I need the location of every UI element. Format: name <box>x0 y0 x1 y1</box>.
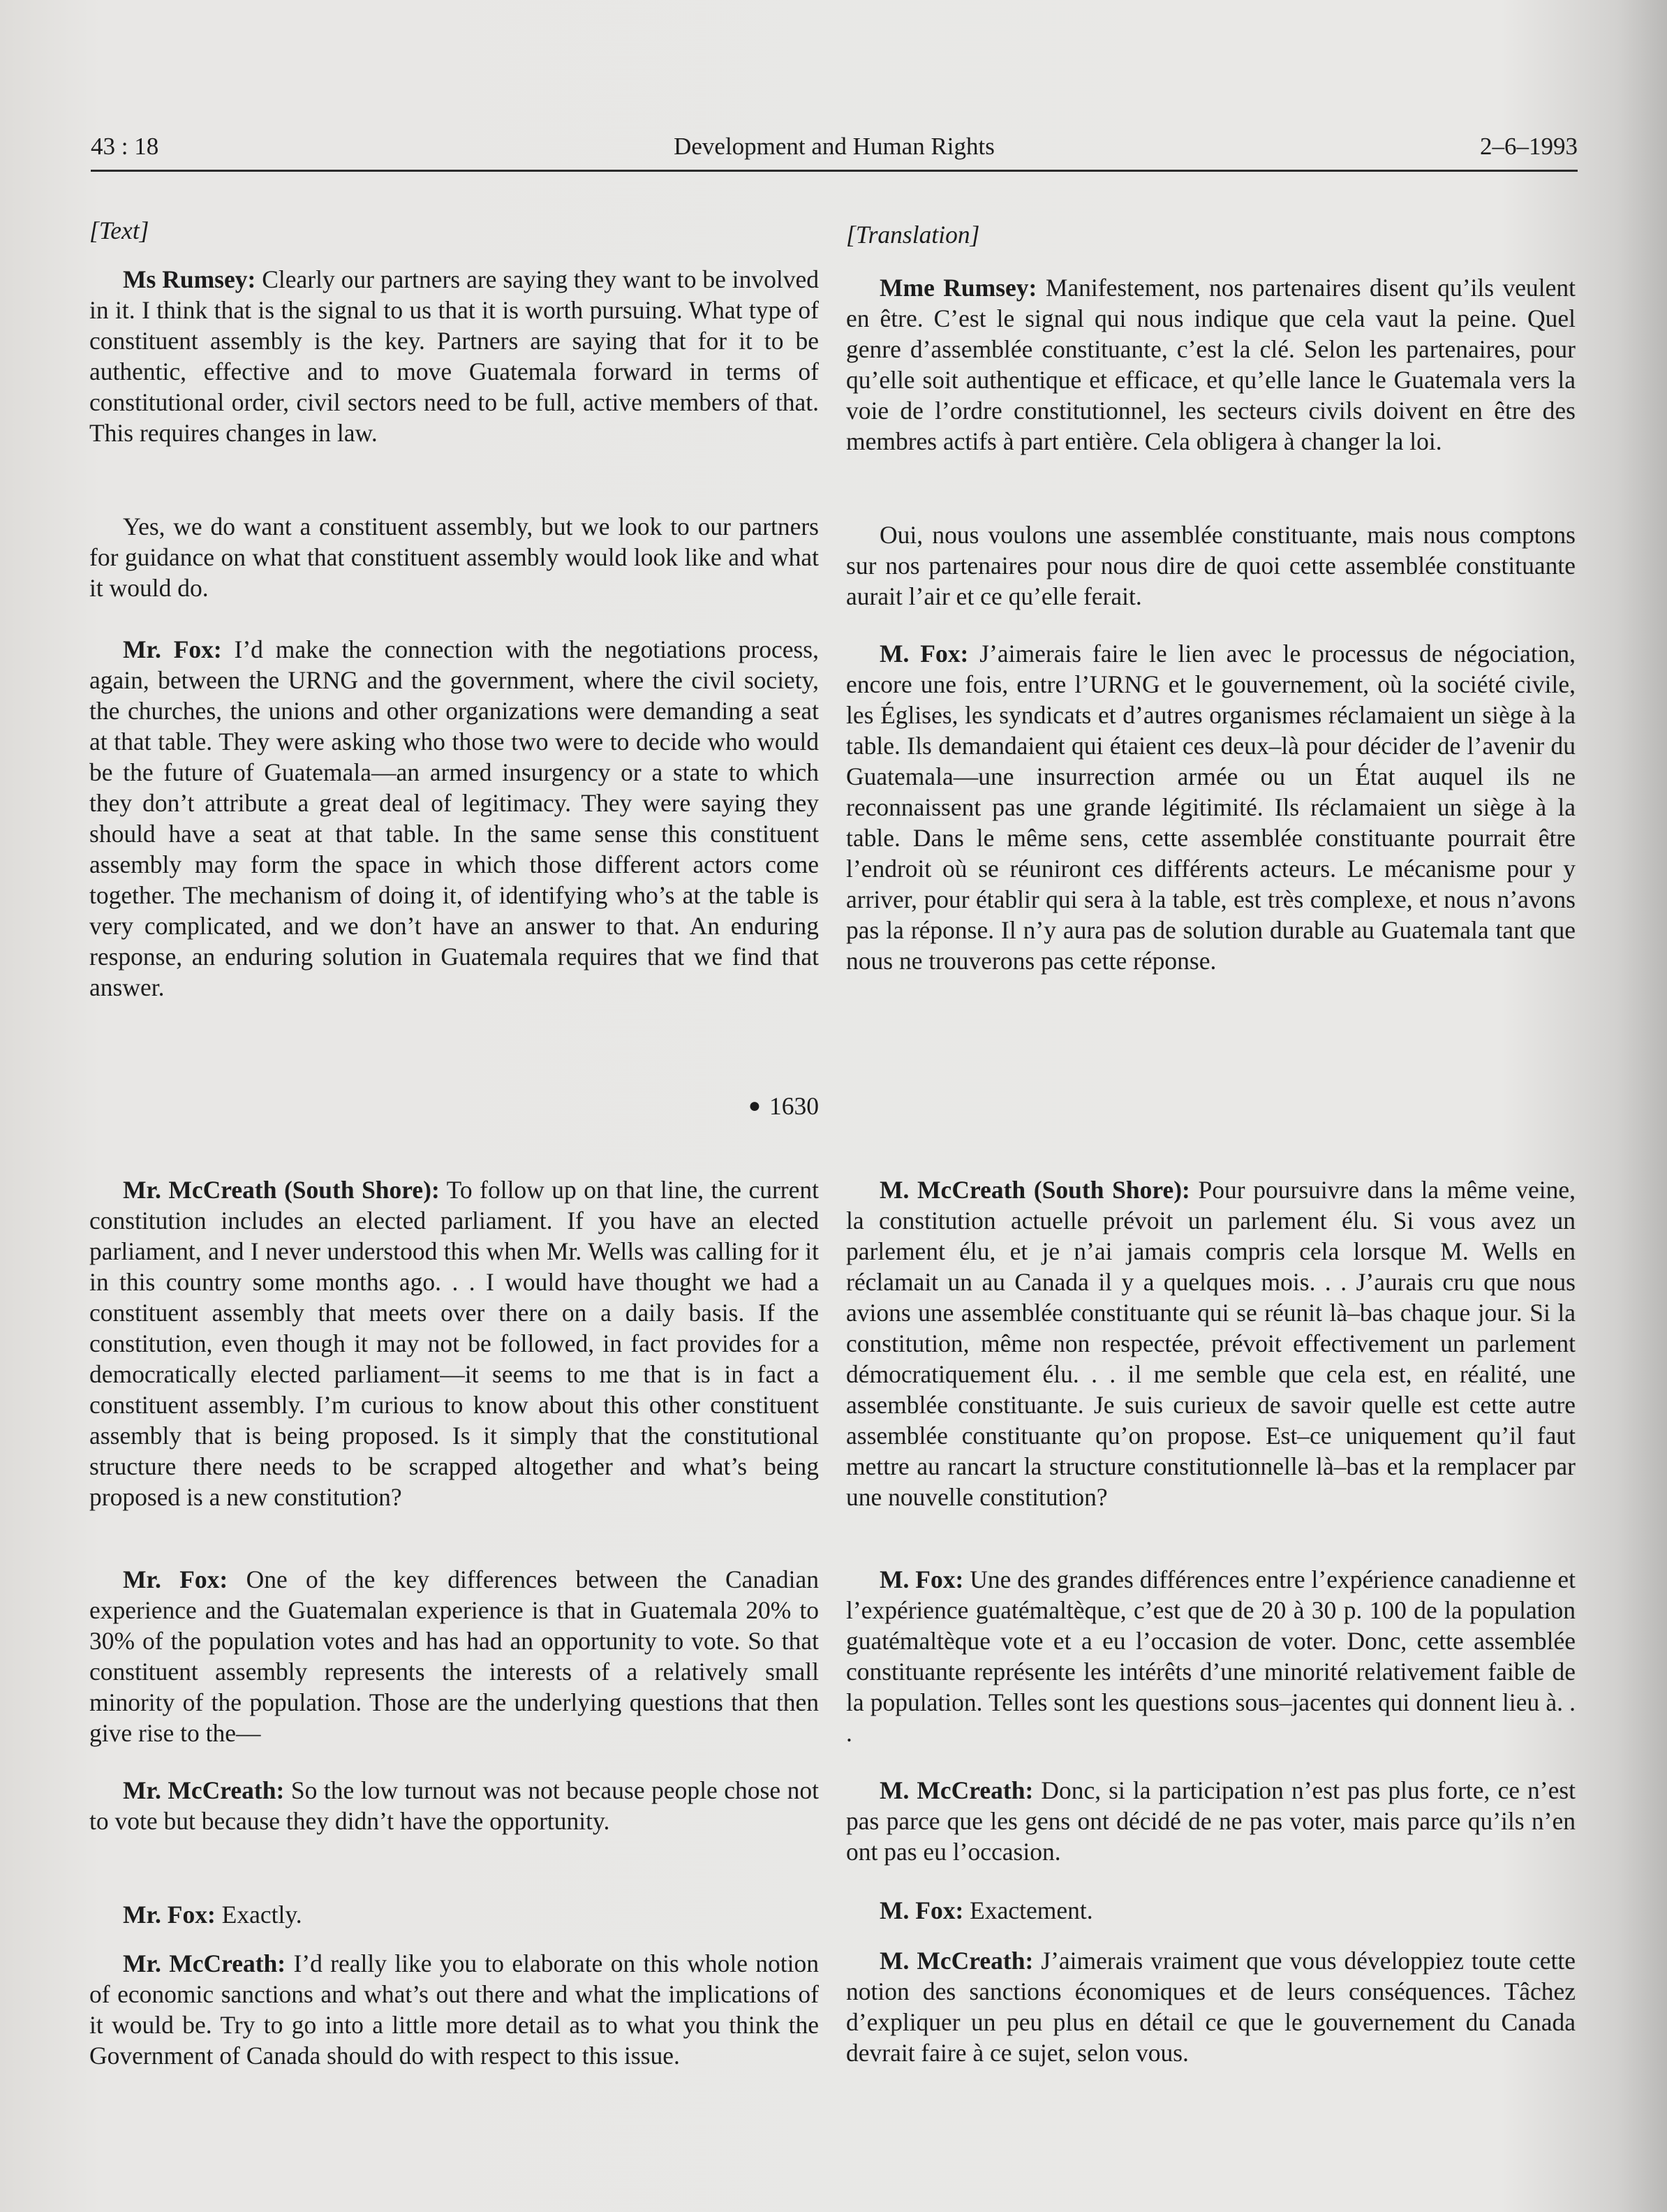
speech-text: J’aimerais vraiment que vous développiez toute cette notion des sanctions économiques et de leurs conséquences. Tâchez d’expliquer un peu plus en détail ce que le gouvernement du Canada devrait faire à ce sujet, selon vous. <box>846 1947 1576 2067</box>
paragraph-fox-1 <box>846 638 1576 976</box>
time-marker: ● 1630 <box>748 1092 819 1120</box>
paragraph-fox-2 <box>846 1564 1576 1748</box>
header-date: 2–6–1993 <box>1480 133 1578 160</box>
paragraph-mccreath-2 <box>89 1775 819 1836</box>
speaker-name: M. Fox: <box>880 1565 964 1593</box>
speaker-name: M. McCreath (South Shore): <box>880 1176 1190 1204</box>
paragraph-mccreath-1 <box>846 1174 1576 1512</box>
page-header <box>91 133 1578 172</box>
speech-text: To follow up on that line, the current constitution includes an elected parliament. If you have an elected parliament, and I never understood this when Mr. Wells was calling for it in this country some months ago. . . I would have thought we had a constituent assembly that meets over there on a daily basis. If the constitution, even though it may not be followed, in fact provides for a democratically elected parliament—it seems to me that is in fact a constituent assembly. I’m curious to know about this other constituent assembly that is being proposed. Is it simply that the constitutional structure there needs to be scrapped altogether and what’s being proposed is a new constitution? <box>89 1176 820 1511</box>
speech-text: Oui, nous voulons une assemblée constituante, mais nous comptons sur nos partenaires pour nous dire de quoi cette assemblée constituante aurait l’air et ce qu’elle ferait. <box>846 521 1576 610</box>
speech-text: I’d really like you to elaborate on this whole notion of economic sanctions and what’s out there and what the implications of it would be. Try to go into a little more detail as to what you think the Government of Canada should do with respect to this issue. <box>89 1949 819 2070</box>
speaker-name: Mr. McCreath: <box>123 1949 286 1977</box>
speaker-name: Ms Rumsey: <box>123 265 256 293</box>
speech-text: Une des grandes différences entre l’expérience canadienne et l’expérience guatémaltèque, c’est que de 20 à 30 p. 100 de la population guatémaltèque vote et a eu l’occasion de voter. Donc, cette assemblée constituante représente les intérêts d’une minorité relativement faible de la population. Telles sont les questions sous–jacentes qui donnent lieu à. . . <box>846 1565 1576 1747</box>
speaker-name: Mr. Fox: <box>123 1565 228 1593</box>
speaker-name: M. Fox: <box>880 1896 964 1924</box>
section-label-text: [Text] <box>89 216 149 244</box>
speech-text: Exactly. <box>215 1901 302 1929</box>
speech-text: Yes, we do want a constituent assembly, but we look to our partners for guidance on what that constituent assembly would look like and what it would do. <box>89 513 819 602</box>
speech-text: Donc, si la participation n’est pas plus forte, ce n’est pas parce que les gens ont décidé de ne pas voter, mais parce qu’ils n’en ont pas eu l’occasion. <box>846 1776 1576 1866</box>
speaker-name: Mr. Fox: <box>123 1901 216 1929</box>
speech-text: Manifestement, nos partenaires disent qu’ils veulent en être. C’est le signal qui nous indique que cela vaut la peine. Quel genre d’assemblée constituante, c’est la clé. Selon les partenaires, pour qu’elle soit authentique et efficace, et qu’elle lance le Guatemala vers la voie de l’ordre constitutionnel, les secteurs civils doivent en être des membres actifs à part entière. Cela obligera à changer la loi. <box>846 274 1576 455</box>
speech-text: Exactement. <box>963 1896 1093 1924</box>
speaker-name: Mme Rumsey: <box>880 274 1037 302</box>
speech-text: J’aimerais faire le lien avec le processus de négociation, encore une fois, entre l’URNG et le gouvernement, où la société civile, les Églises, les syndicats et d’autres organismes réclamaient un siège à la table. Ils demandaient qui étaient ces deux–là pour décider de l’avenir du Guatemala—une insurrection armée ou un État auquel ils ne reconnaissent pas une grande légitimité. Ils réclamaient un siège à la table. Dans le même sens, cette assemblée constituante pourrait être l’endroit où se réuniront ces différents acteurs. Le mécanisme pour y arriver, pour établir qui sera à la table, est très complexe, et nous n’avons pas la réponse. Il n’y aura pas de solution durable au Guatemala tant que nous ne trouverons pas cette réponse. <box>846 640 1576 975</box>
paragraph-fox-3 <box>89 1899 819 1930</box>
paragraph-mccreath-1 <box>89 1174 819 1512</box>
speaker-name: M. McCreath: <box>880 1776 1034 1804</box>
speech-text: So the low turnout was not because people chose not to vote but because they didn’t have the opportunity. <box>89 1776 819 1835</box>
speaker-name: Mr. Fox: <box>123 635 222 663</box>
paragraph-mccreath-3 <box>89 1948 819 2071</box>
running-title: Development and Human Rights <box>674 133 995 160</box>
speaker-name: M. McCreath: <box>880 1947 1034 1975</box>
speech-text: One of the key differences between the Canadian experience and the Guatemalan experience is that in Guatemala 20% to 30% of the population votes and has had an opportunity to vote. So that constituent assembly represents the interests of a relatively small minority of the population. Those are the underlying questions that then give rise to the— <box>89 1565 819 1747</box>
paragraph-fox-3 <box>846 1895 1576 1926</box>
speaker-name: Mr. McCreath: <box>123 1776 285 1804</box>
speaker-name: Mr. McCreath (South Shore): <box>123 1176 440 1204</box>
paragraph-mccreath-2 <box>846 1775 1576 1867</box>
paragraph-mccreath-3 <box>846 1945 1576 2068</box>
section-label-translation: [Translation] <box>846 221 980 249</box>
bullet-icon: ● <box>748 1094 761 1117</box>
paragraph-fox-2 <box>89 1564 819 1748</box>
speech-text: Clearly our partners are saying they want to be involved in it. I think that is the signal to us that it is worth pursuing. What type of constituent assembly is the key. Partners are saying that for it to be authentic, effective and to move Guatemala forward in terms of constitutional order, civil sectors need to be full, active members of that. This requires changes in law. <box>89 265 819 447</box>
paragraph-rumsey <box>89 264 819 448</box>
speech-text: I’d make the connection with the negotiations process, again, between the URNG and the government, where the civil society, the churches, the unions and other organizations were demanding a seat at that table. They were asking who those two were to decide who would be the future of Guatemala—an armed insurgency or a state to which they don’t attribute a great deal of legitimacy. They were saying they should have a seat at that table. In the same sense this constituent assembly may form the space in which those different actors come together. The mechanism of doing it, of identifying who’s at the table is very complicated, and we don’t have an answer to that. An enduring response, an enduring solution in Guatemala requires that we find that answer. <box>89 635 819 1001</box>
speaker-name: M. Fox: <box>880 640 969 668</box>
paragraph-rumsey-2 <box>846 519 1576 612</box>
paragraph-fox-1 <box>89 634 819 1003</box>
page-number: 43 : 18 <box>91 133 159 160</box>
header-rule <box>91 170 1578 172</box>
speech-text: Pour poursuivre dans la même veine, la constitution actuelle prévoit un parlement élu. Si vous avez un parlement élu, et je n’ai jamais compris cela lorsque M. Wells en réclamait un au Canada il y a quelques mois. . . J’aurais cru que nous avions une assemblée constituante qui se réunit là–bas chaque jour. Si la constitution, même non respectée, prévoit effectivement un parlement démocratiquement élu. . . il me semble que cela est, en réalité, une assemblée constituante. Je suis curieux de savoir quelle est cette autre assemblée constituante qu’on propose. Est–ce uniquement qu’il faut mettre au rancart la structure constitutionnelle là–bas et la remplacer par une nouvelle constitution? <box>846 1176 1576 1511</box>
paragraph-rumsey-2 <box>89 511 819 603</box>
paragraph-rumsey <box>846 272 1576 457</box>
